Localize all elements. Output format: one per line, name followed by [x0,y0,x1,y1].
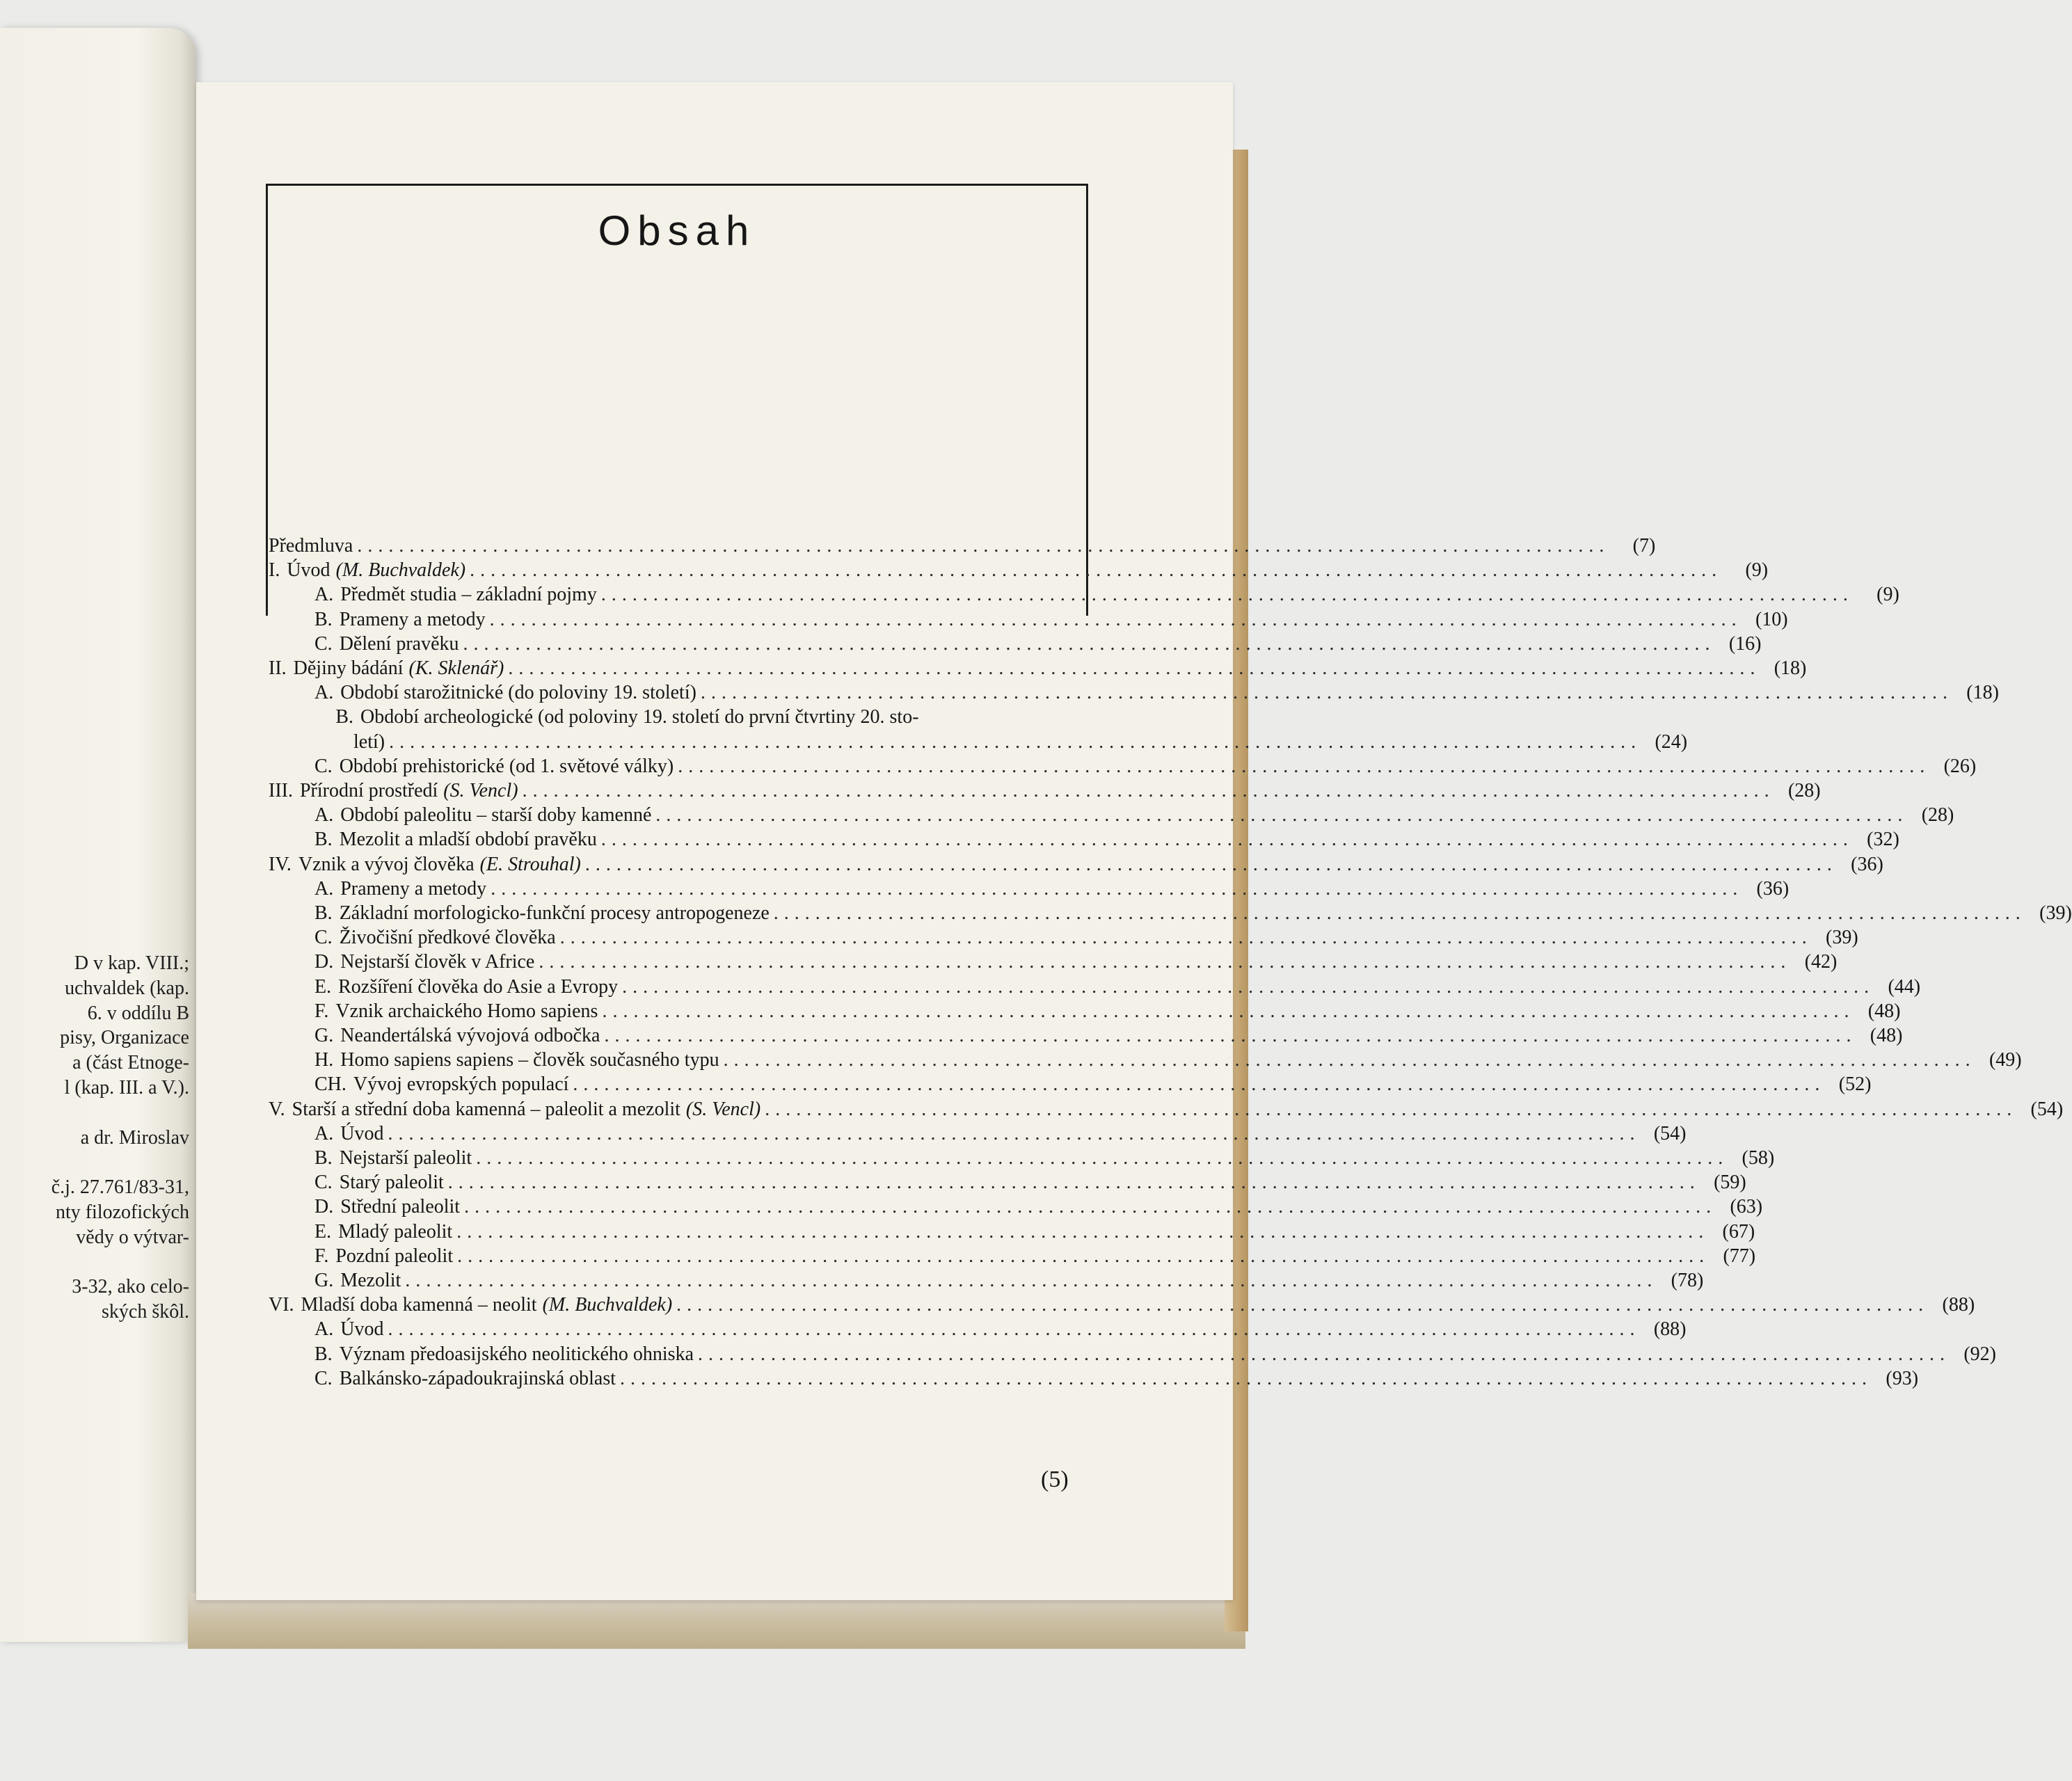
toc-entry-title: Pozdní paleolit [335,1245,454,1267]
toc-entry-author: (K. Sklenář) [408,657,504,679]
toc-entry-title: Nejstarší člověk v Africe [340,951,535,973]
toc-leader-dots: ........................................................................................................................ [559,927,1812,949]
toc-entry-page: (24) [1655,730,1688,753]
toc-entry-page: (36) [1756,877,1790,900]
toc-entry[interactable] [314,1024,1903,1048]
toc-entry-number: B. [314,829,333,851]
toc-entry-title: Úvod [340,1122,384,1144]
toc-entry-number: B. [314,1147,333,1169]
toc-entry[interactable] [314,608,1788,632]
toc-entry-page: (93) [1886,1367,1919,1389]
toc-entry-number: C. [314,1367,333,1389]
toc-entry-number: A. [314,804,334,826]
toc-leader-dots: ........................................................................................................................ [463,632,1716,655]
toc-entry[interactable] [314,877,1790,901]
toc-entry-page: (67) [1722,1220,1755,1243]
toc-leader-dots: ........................................................................................................................ [539,951,1792,973]
toc-entry-page: (54) [1653,1122,1687,1144]
toc-leader-dots: ........................................................................................................................ [389,730,1642,753]
toc-leader-dots: ........................................................................................................................ [405,1270,1658,1291]
book-binding [188,1593,1245,1649]
toc-entry-page: (26) [1943,755,1977,777]
toc-entry[interactable] [269,559,1769,582]
toc-entry-number: IV. [269,853,292,875]
toc-entry-page: (39) [2039,902,2072,924]
toc-entry-number: D. [314,1196,334,1218]
toc-entry-author: (M. Buchvaldek) [335,559,466,582]
toc-leader-dots: ........................................................................................................................ [700,682,1953,704]
toc-entry-title: Neandertálská vývojová odbočka [340,1025,600,1046]
left-page-line: ských škôl. [102,1301,189,1323]
toc-leader-dots: ........................................................................................................................ [678,755,1931,777]
toc-entry-title: Prameny a metody [340,877,487,900]
toc-entry[interactable] [314,950,1838,974]
toc-entry-number: B. [335,706,353,728]
toc-entry-number: C. [314,755,333,777]
toc-entry-title: Předmět studia – základní pojmy [340,584,597,606]
toc-entry-number: A. [314,1122,334,1144]
toc-leader-dots: ........................................................................................................................ [522,780,1775,801]
toc-entry[interactable] [314,926,1858,950]
toc-entry-title: Vznik a vývoj člověka [298,853,475,875]
left-page-line: l (kap. III. a V.). [64,1077,189,1099]
toc-entry-title: Úvod [340,1318,384,1341]
toc-leader-dots: ........................................................................................................................ [489,608,1742,630]
toc-entry-page: (52) [1838,1073,1872,1096]
toc-entry[interactable] [269,1293,1975,1317]
toc-entry-page: (59) [1714,1172,1746,1194]
toc-entry-page: (48) [1867,1000,1901,1022]
toc-entry-number: A. [314,1318,334,1341]
toc-entry[interactable] [314,1195,1763,1219]
toc-entry-number: H. [314,1049,334,1071]
toc-entry-number: F. [314,1245,329,1267]
toc-entry-number: III. [269,780,293,801]
toc-leader-dots: ........................................................................................................................ [476,1147,1729,1169]
toc-leader-dots: ........................................................................................................................ [676,1294,1929,1316]
page-number: (5) [1041,1467,1069,1492]
toc-entry-number: E. [314,975,332,998]
toc-entry-title: Mezolit a mladší období pravěku [339,829,597,851]
left-page-line: 3-32, ako celo- [72,1276,189,1298]
toc-leader-dots: ........................................................................................................................ [464,1196,1717,1218]
toc-entry-title: Prameny a metody [339,608,486,630]
toc-entry-title: Mladší doba kamenná – neolit [301,1294,537,1316]
toc-entry-author: (S. Vencl) [685,1098,761,1120]
toc-entry-page: (18) [1966,682,1999,704]
left-page-line: 6. v oddílu B [87,1002,189,1024]
toc-entry[interactable] [314,1318,1687,1341]
toc-entry-title: Mladý paleolit [338,1220,453,1243]
toc-entry-continuation[interactable] [353,730,1688,754]
toc-leader-dots: ........................................................................................................................ [698,1343,1951,1365]
toc-entry-page: (32) [1867,829,1899,851]
toc-entry-page: (28) [1921,804,1954,826]
toc-entry[interactable] [314,1171,1746,1195]
toc-entry-number: E. [314,1220,332,1243]
toc-entry-number: A. [314,584,334,606]
toc-leader-dots: ........................................................................................................................ [357,535,1610,557]
toc-leader-dots: ........................................................................................................................ [491,877,1744,900]
left-page-line: č.j. 27.761/83-31, [51,1176,189,1199]
toc-entry-page: (44) [1888,975,1921,998]
toc-entry[interactable] [314,1220,1755,1244]
toc-entry-number: G. [314,1270,334,1291]
toc-entry-number: C. [314,927,333,949]
toc-entry[interactable] [314,1147,1775,1170]
toc-entry-number: V. [269,1098,285,1120]
toc-entry[interactable] [314,705,1085,729]
toc-entry-author: (S. Vencl) [443,780,518,801]
left-page-line: vědy o výtvar- [76,1226,189,1248]
toc-entry-title: Základní morfologicko-funkční procesy antropogeneze [339,902,770,924]
left-page-line: a (část Etnoge- [72,1052,189,1074]
toc-entry-title-continued: letí) [353,730,385,753]
toc-entry-number: D. [314,951,334,973]
toc-leader-dots: ........................................................................................................................ [584,853,1838,875]
toc-entry[interactable] [314,632,1762,656]
toc-entry-page: (39) [1826,927,1858,949]
toc-entry[interactable] [314,681,1999,705]
toc-leader-dots: ........................................................................................................................ [388,1318,1641,1341]
toc-leader-dots: ........................................................................................................................ [723,1049,1976,1071]
toc-entry[interactable] [269,853,1883,877]
toc-entry-title: Předmluva [269,535,353,557]
toc-entry-number: B. [314,902,333,924]
toc-entry-page: (10) [1755,608,1788,630]
toc-entry-title: Starý paleolit [339,1172,444,1194]
toc-leader-dots: ........................................................................................................................ [655,804,1908,826]
toc-entry-number: C. [314,632,333,655]
toc-entry-page: (7) [1632,535,1656,557]
left-page-line: D v kap. VIII.; [74,952,189,974]
toc-leader-dots: ........................................................................................................................ [470,559,1723,582]
toc-entry[interactable] [314,1367,1919,1391]
toc-entry-page: (63) [1730,1196,1763,1218]
toc-entry[interactable] [314,1000,1901,1023]
toc-entry-page: (42) [1804,951,1838,973]
toc-entry[interactable] [314,1122,1687,1146]
toc-entry[interactable] [314,828,1899,852]
toc-leader-dots: ........................................................................................................................ [600,584,1854,606]
toc-leader-dots: ........................................................................................................................ [388,1122,1641,1144]
toc-entry-page: (18) [1774,657,1807,679]
toc-entry-number: B. [314,1343,333,1365]
toc-leader-dots: ........................................................................................................................ [508,657,1761,679]
toc-entry[interactable] [269,657,1807,680]
toc-entry-number: A. [314,877,334,900]
toc-leader-dots: ........................................................................................................................ [773,902,2026,924]
toc-entry-author: (M. Buchvaldek) [542,1294,673,1316]
toc-entry-title: Starší a střední doba kamenná – paleolit a mezolit [292,1098,680,1120]
toc-entry-title: Balkánsko-západoukrajinská oblast [339,1367,616,1389]
toc-leader-dots: ........................................................................................................................ [604,1025,1857,1046]
toc-leader-dots: ........................................................................................................................ [447,1172,1700,1194]
toc-entry-title: Střední paleolit [340,1196,461,1218]
toc-entry-number: G. [314,1025,334,1046]
toc-leader-dots: ........................................................................................................................ [457,1245,1710,1267]
toc-entry-page: (88) [1942,1294,1975,1316]
toc-entry-title: Období archeologické (od poloviny 19. století do první čtvrtiny 20. sto- [360,706,919,728]
toc-leader-dots: ........................................................................................................................ [622,975,1875,998]
toc-entry-title: Živočišní předkové člověka [339,927,556,949]
toc-entry-title: Úvod [287,559,330,582]
toc-entry-title: Mezolit [340,1270,401,1291]
toc-entry-title: Dějiny bádání [293,657,404,679]
toc-entry-title: Nejstarší paleolit [339,1147,472,1169]
toc-entry-number: A. [314,682,334,704]
page-title: Obsah [598,207,756,254]
left-page-line: pisy, Organizace [60,1027,189,1049]
toc-entry-title: Rozšíření člověka do Asie a Evropy [338,975,619,998]
toc-leader-dots: ........................................................................................................................ [620,1367,1873,1389]
toc-entry-number: II. [269,657,287,679]
toc-entry-number: CH. [314,1073,346,1096]
toc-entry[interactable] [269,779,1821,803]
toc-entry[interactable] [314,1048,2022,1072]
toc-leader-dots: ........................................................................................................................ [573,1073,1826,1096]
toc-entry[interactable] [314,804,1954,827]
toc-entry-page: (78) [1671,1270,1704,1291]
toc-entry-page: (48) [1870,1025,1903,1046]
toc-entry[interactable] [314,583,1899,607]
toc-entry[interactable] [314,975,1921,999]
right-page [196,82,2072,1600]
toc-entry-title: Období starožitnické (do poloviny 19. století) [340,682,696,704]
toc-entry-page: (28) [1787,780,1821,801]
toc-entry[interactable] [314,1245,1756,1268]
toc-entry-number: VI. [269,1294,294,1316]
toc-entry-page: (49) [1989,1049,2022,1071]
toc-entry-page: (58) [1742,1147,1775,1169]
left-page-line: a dr. Miroslav [80,1126,189,1149]
left-page-line: uchvaldek (kap. [65,977,189,999]
toc-entry-number: B. [314,608,333,630]
toc-entry-page: (36) [1851,853,1883,875]
toc-entry-title: Období paleolitu – starší doby kamenné [340,804,652,826]
toc-entry-page: (16) [1728,632,1762,655]
toc-entry-number: C. [314,1172,333,1194]
toc-leader-dots: ........................................................................................................................ [765,1098,2018,1120]
toc-entry[interactable] [269,534,1656,558]
toc-entry[interactable] [314,1343,1997,1366]
toc-entry-page: (9) [1876,584,1899,606]
toc-leader-dots: ........................................................................................................................ [456,1220,1710,1243]
toc-entry[interactable] [314,1073,1872,1096]
toc-entry[interactable] [314,902,2072,925]
toc-entry[interactable] [314,1269,1704,1293]
toc-entry-title: Vznik archaického Homo sapiens [335,1000,598,1022]
toc-entry-title: Vývoj evropských populací [353,1073,569,1096]
toc-entry-page: (92) [1963,1343,1997,1365]
toc-entry-author: (E. Strouhal) [479,853,581,875]
toc-leader-dots: ........................................................................................................................ [600,829,1854,851]
toc-entry-page: (88) [1653,1318,1687,1341]
toc-leader-dots: ........................................................................................................................ [602,1000,1855,1022]
toc-entry-number: I. [269,559,280,582]
toc-entry-title: Dělení pravěku [339,632,459,655]
toc-entry-title: Přírodní prostředí [299,780,438,801]
toc-entry-title: Období prehistorické (od 1. světové války) [339,755,674,777]
toc-entry[interactable] [314,755,1977,778]
toc-entry[interactable] [269,1098,2064,1121]
left-page [0,28,196,1642]
left-page-line: nty filozofických [55,1201,189,1223]
toc-entry-page: (77) [1723,1245,1756,1267]
toc-entry-number: F. [314,1000,329,1022]
toc-entry-title: Homo sapiens sapiens – člověk současného typu [340,1049,719,1071]
toc-entry-page: (9) [1745,559,1769,582]
toc-entry-page: (54) [2030,1098,2064,1120]
toc-entry-title: Význam předoasijského neolitického ohniska [339,1343,694,1365]
